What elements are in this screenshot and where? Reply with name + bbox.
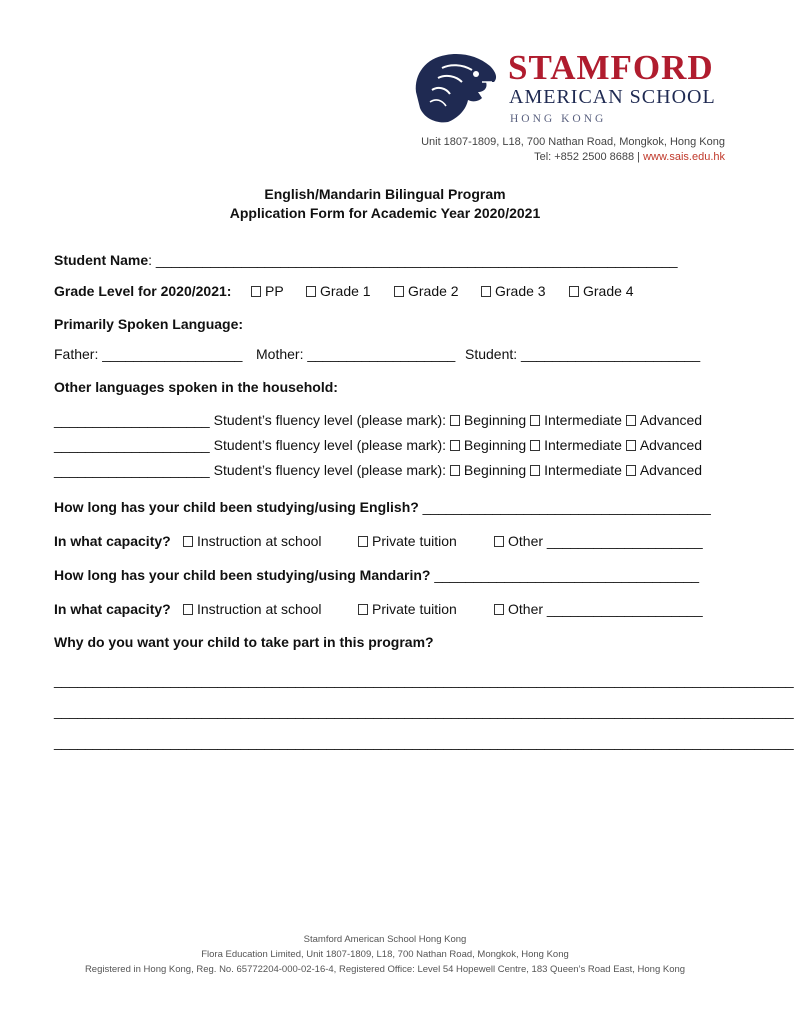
telephone: Tel: +852 2500 8688 | xyxy=(534,151,644,163)
fluency-row: ____________________ Student’s fluency level (please mark): Beginning Intermediate Advanced xyxy=(54,412,703,428)
english-duration-question: How long has your child been studying/using English? xyxy=(54,499,419,515)
grade-level-label: Grade Level for 2020/2021: xyxy=(54,283,232,299)
checkbox-icon[interactable] xyxy=(450,440,460,451)
brand-subtitle: AMERICAN SCHOOL xyxy=(509,86,716,108)
language-field[interactable]: ____________________ xyxy=(54,462,210,478)
form-title: English/Mandarin Bilingual Program xyxy=(264,186,506,202)
other-field[interactable]: ____________________ xyxy=(543,601,703,617)
father-language-field[interactable]: Father: __________________ xyxy=(54,346,243,362)
mandarin-duration-field[interactable]: __________________________________ xyxy=(430,567,700,583)
grade-option-4[interactable]: Grade 4 xyxy=(569,283,634,300)
mother-language-field[interactable]: Mother: ___________________ xyxy=(256,346,456,362)
language-field[interactable]: ____________________ xyxy=(54,437,210,453)
capacity-option-school[interactable]: Instruction at school xyxy=(183,533,322,550)
footer-school-name: Stamford American School Hong Kong xyxy=(303,934,467,945)
spoken-language-label: Primarily Spoken Language: xyxy=(54,316,244,332)
checkbox-icon[interactable] xyxy=(251,286,261,297)
checkbox-icon[interactable] xyxy=(530,465,540,476)
checkbox-icon[interactable] xyxy=(494,604,504,615)
checkbox-icon[interactable] xyxy=(183,536,193,547)
checkbox-icon[interactable] xyxy=(626,465,636,476)
checkbox-icon[interactable] xyxy=(450,415,460,426)
fluency-row: ____________________ Student’s fluency level (please mark): Beginning Intermediate Advanced xyxy=(54,437,703,453)
grade-option-1[interactable]: Grade 1 xyxy=(306,283,371,300)
footer-company: Flora Education Limited, Unit 1807-1809, L18, 700 Nathan Road, Mongkok, Hong Kong xyxy=(201,949,569,960)
why-question: Why do you want your child to take part in this program? xyxy=(54,634,434,650)
school-contact xyxy=(534,150,725,164)
form-subtitle: Application Form for Academic Year 2020/2021 xyxy=(229,205,541,221)
checkbox-icon[interactable] xyxy=(530,440,540,451)
student-language-field[interactable]: Student: _______________________ xyxy=(465,346,701,362)
capacity-label: In what capacity? xyxy=(54,601,171,617)
english-duration-row xyxy=(54,499,711,516)
language-field[interactable]: ____________________ xyxy=(54,412,210,428)
other-field[interactable]: ____________________ xyxy=(543,533,703,549)
lion-head-icon xyxy=(412,52,498,124)
checkbox-icon[interactable] xyxy=(626,440,636,451)
other-languages-label: Other languages spoken in the household: xyxy=(54,379,338,395)
checkbox-icon[interactable] xyxy=(306,286,316,297)
checkbox-icon[interactable] xyxy=(450,465,460,476)
checkbox-icon[interactable] xyxy=(183,604,193,615)
capacity-option-school[interactable]: Instruction at school xyxy=(183,601,322,618)
grade-option-pp[interactable]: PP xyxy=(251,283,284,300)
website-link[interactable]: www.sais.edu.hk xyxy=(643,151,725,163)
capacity-option-other[interactable]: Other ____________________ xyxy=(494,533,703,550)
footer-registration: Registered in Hong Kong, Reg. No. 65772204-000-02-16-4, Registered Office: Level 54 Hopewell Centre, 183 Queen’s Road East, Hong Kong xyxy=(84,964,686,975)
checkbox-icon[interactable] xyxy=(569,286,579,297)
mandarin-duration-row xyxy=(54,567,699,584)
school-address: Unit 1807-1809, L18, 700 Nathan Road, Mongkok, Hong Kong xyxy=(421,136,725,148)
checkbox-icon[interactable] xyxy=(494,536,504,547)
grade-option-2[interactable]: Grade 2 xyxy=(394,283,459,300)
answer-line[interactable]: _______________________________________________________________________________________________ xyxy=(54,672,794,688)
mandarin-duration-question: How long has your child been studying/using Mandarin? xyxy=(54,567,431,583)
capacity-option-tuition[interactable]: Private tuition xyxy=(358,601,457,618)
student-name-field[interactable]: : ___________________________________________________________________ xyxy=(148,252,678,268)
checkbox-icon[interactable] xyxy=(626,415,636,426)
student-name-label: Student Name xyxy=(54,252,149,268)
fluency-row: ____________________ Student’s fluency level (please mark): Beginning Intermediate Advanced xyxy=(54,462,703,478)
checkbox-icon[interactable] xyxy=(530,415,540,426)
english-duration-field[interactable]: _____________________________________ xyxy=(418,499,711,515)
checkbox-icon[interactable] xyxy=(358,604,368,615)
checkbox-icon[interactable] xyxy=(481,286,491,297)
grade-option-3[interactable]: Grade 3 xyxy=(481,283,546,300)
brand-name: STAMFORD xyxy=(508,48,714,87)
capacity-label: In what capacity? xyxy=(54,533,171,549)
checkbox-icon[interactable] xyxy=(394,286,404,297)
student-name-row xyxy=(54,252,678,269)
answer-line[interactable]: _______________________________________________________________________________________________ xyxy=(54,703,794,719)
answer-line[interactable]: _______________________________________________________________________________________________ xyxy=(54,734,794,750)
capacity-option-tuition[interactable]: Private tuition xyxy=(358,533,457,550)
capacity-option-other[interactable]: Other ____________________ xyxy=(494,601,703,618)
brand-location: HONG KONG xyxy=(510,113,607,125)
checkbox-icon[interactable] xyxy=(358,536,368,547)
